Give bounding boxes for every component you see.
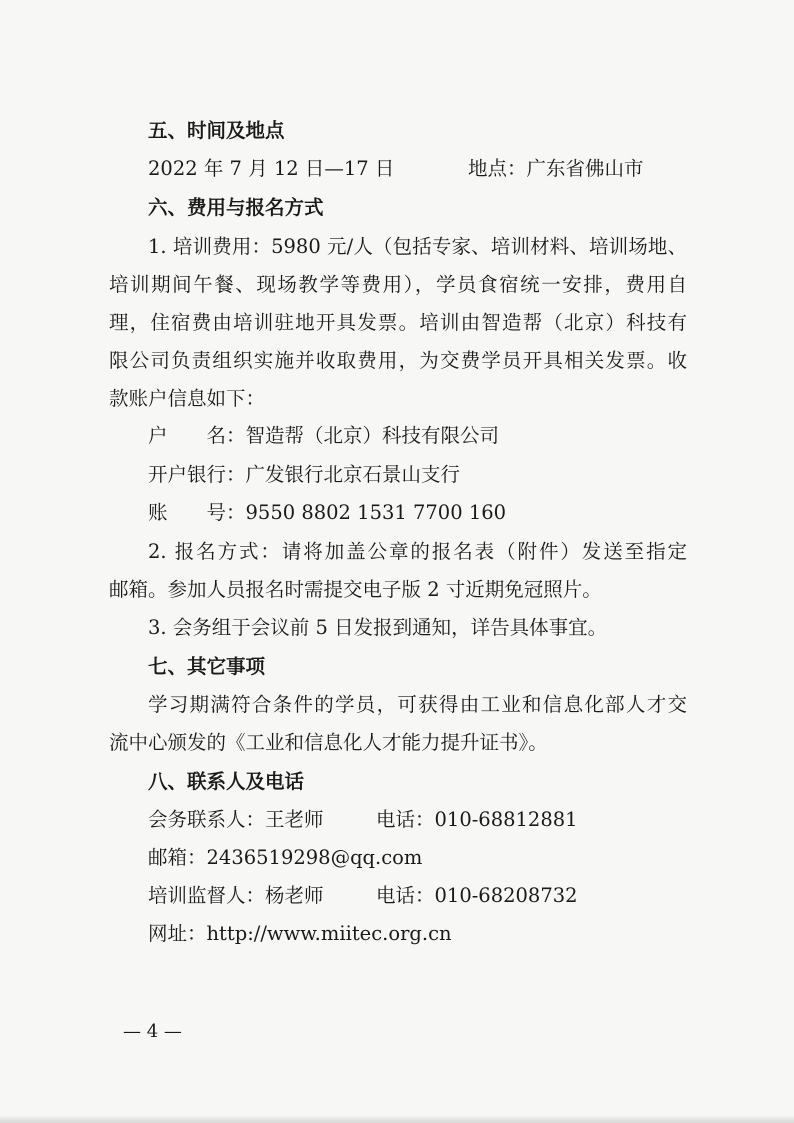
account-name-label: 户 名： — [148, 424, 246, 447]
contact-person-2: 培训监督人：杨老师 — [148, 884, 324, 907]
contact-email: 邮箱：2436519298@qq.com — [148, 846, 423, 869]
other-matters-line-1: 学习期满符合条件的学员，可获得由工业和信息化部人才交 — [148, 693, 687, 716]
event-date: 2022 年 7 月 12 日—17 日 — [148, 157, 395, 180]
fee-paragraph-line-5: 款账户信息如下： — [109, 387, 266, 410]
account-name-row — [148, 424, 499, 448]
fee-paragraph-line-4: 限公司负责组织实施并收取费用，为交费学员开具相关发票。收 — [109, 349, 687, 372]
fee-paragraph-line-2: 培训期间午餐、现场教学等费用），学员食宿统一安排，费用自 — [109, 273, 687, 296]
fee-paragraph-line-1: 1. 培训费用：5980 元/人（包括专家、培训材料、培训场地、 — [148, 235, 687, 258]
section-8-heading: 八、联系人及电话 — [148, 770, 305, 793]
fee-paragraph-line-3: 理，住宿费由培训驻地开具发票。培训由智造帮（北京）科技有 — [109, 311, 687, 334]
section-7-heading: 七、其它事项 — [148, 655, 266, 678]
account-name-value: 智造帮（北京）科技有限公司 — [245, 424, 500, 447]
contact-phone-2: 电话：010-68208732 — [376, 884, 578, 907]
contact-person-1: 会务联系人：王老师 — [148, 808, 324, 831]
account-number-row — [148, 501, 506, 525]
registration-line-2: 邮箱。参加人员报名时需提交电子版 2 寸近期免冠照片。 — [109, 578, 602, 601]
page-number: — 4 — — [123, 1021, 182, 1042]
event-location: 地点：广东省佛山市 — [468, 157, 644, 180]
account-bank-row — [148, 463, 460, 487]
website: 网址：http://www.miitec.org.cn — [148, 922, 452, 945]
notice-paragraph: 3. 会务组于会议前 5 日发报到通知，详告具体事宜。 — [148, 616, 608, 639]
section-5-heading: 五、时间及地点 — [148, 119, 285, 142]
section-6-heading: 六、费用与报名方式 — [148, 196, 324, 219]
other-matters-line-2: 流中心颁发的《工业和信息化人才能力提升证书》。 — [109, 731, 548, 754]
account-number-value: 9550 8802 1531 7700 160 — [245, 501, 507, 524]
scan-edge-shadow — [0, 1115, 794, 1123]
account-bank-value: 广发银行北京石景山支行 — [245, 463, 461, 486]
contact-phone-1: 电话：010-68812881 — [376, 808, 578, 831]
account-bank-label: 开户银行： — [148, 463, 246, 486]
account-number-label: 账 号： — [148, 501, 246, 524]
registration-line-1: 2. 报名方式：请将加盖公章的报名表（附件）发送至指定 — [148, 540, 687, 563]
